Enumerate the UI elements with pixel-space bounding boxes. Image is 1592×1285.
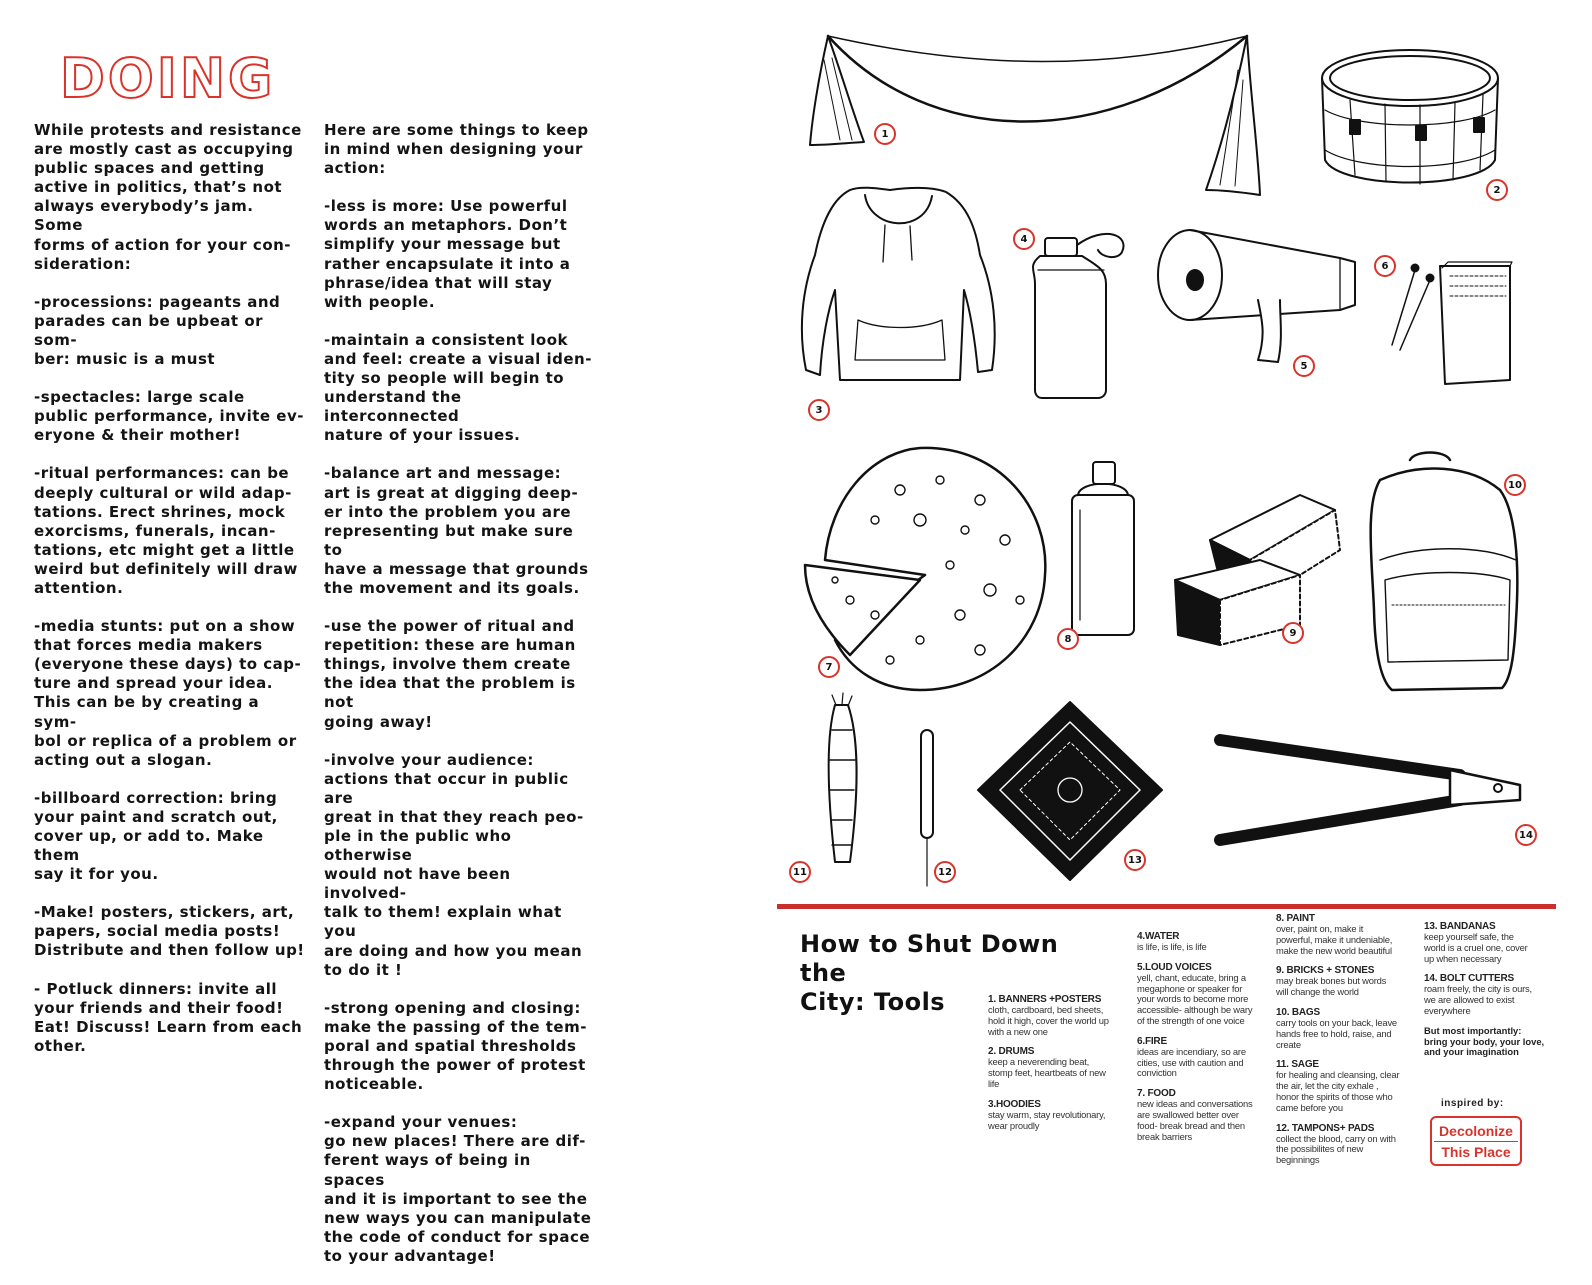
tool-name: 7. FOOD — [1137, 1088, 1176, 1100]
pizza-illustration — [805, 448, 1045, 690]
tools-column-1 — [988, 994, 1118, 1140]
tool-entry — [988, 1099, 1118, 1132]
paragraph: -maintain a consistent look and feel: create a visual iden- tity so people will begin to understand the interconnected nature of your issues. — [324, 330, 592, 445]
paragraph: -billboard correction: bring your paint and scratch out, cover up, or add to. Make them say it for you. — [34, 788, 278, 884]
decolonize-this-place-logo — [1430, 1116, 1522, 1166]
tool-name: 14. BOLT CUTTERS — [1424, 973, 1514, 985]
item-number-badge: 4 — [1013, 228, 1035, 250]
paragraph: -balance art and message: art is great at digging deep- er into the problem you are representing but make sure to have a message that grounds the movement and its goals. — [324, 464, 589, 597]
tool-entry — [1137, 962, 1267, 1027]
important-note: But most importantly: bring your body, your love, and your imagination — [1424, 1024, 1545, 1058]
tool-description: over, paint on, make it powerful, make it undeniable, make the new world beautiful — [1276, 923, 1393, 956]
left-column-2 — [324, 121, 596, 1285]
page-title-doing: DOING — [60, 47, 276, 110]
tool-entry — [988, 994, 1118, 1037]
tool-description: cloth, cardboard, bed sheets, hold it high, cover the world up with a new one — [988, 1004, 1109, 1037]
tool-name: 8. PAINT — [1276, 913, 1315, 924]
item-number-badge: 3 — [808, 399, 830, 421]
bolt-cutters-illustration — [1220, 740, 1520, 840]
inspired-by-label: inspired by: — [1441, 1098, 1504, 1109]
left-column-1 — [34, 121, 306, 1075]
tool-entry — [1276, 1059, 1411, 1113]
tool-name: 4.WATER — [1137, 931, 1180, 942]
tool-entry — [1276, 1007, 1411, 1050]
tools-column-2 — [1137, 931, 1267, 1151]
item-number-badge: 6 — [1374, 255, 1396, 277]
tool-description: new ideas and conversations are swallowed better over food- break bread and then break barriers — [1137, 1098, 1253, 1142]
hoodie-illustration — [802, 188, 995, 380]
paragraph: -processions: pageants and parades can be upbeat or som- ber: music is a must — [34, 292, 281, 369]
paragraph: -expand your venues: go new places! There are dif- ferent ways of being in spaces and it is important to see the new ways you can manipulate the code of conduct for space to your advantage! — [324, 1113, 592, 1265]
drum-illustration — [1322, 50, 1498, 184]
tool-name: 9. BRICKS + STONES — [1276, 965, 1375, 977]
tool-entry — [1276, 965, 1411, 998]
tool-name: 3.HOODIES — [988, 1098, 1041, 1110]
tool-description: collect the blood, carry on with the possibilites of new beginnings — [1276, 1132, 1396, 1166]
tool-description: roam freely, the city is ours, we are allowed to exist everywhere — [1424, 983, 1532, 1016]
tool-name: 2. DRUMS — [988, 1046, 1035, 1058]
tool-entry — [1137, 1036, 1267, 1079]
tampon-illustration — [921, 730, 933, 886]
tool-entry — [1424, 973, 1564, 1016]
item-number-badge: 12 — [934, 861, 956, 883]
tool-description: keep yourself safe, the world is a cruel one, cover up when necessary — [1424, 931, 1528, 964]
paragraph: Here are some things to keep in mind when designing your action: — [324, 121, 589, 178]
item-number-badge: 11 — [789, 861, 811, 883]
paragraph: -ritual performances: can be deeply cultural or wild adap- tations. Erect shrines, mock exorcisms, funerals, incan- tations, etc might get a little weird but definitely will draw attention. — [34, 464, 298, 597]
tool-description: carry tools on your back, leave hands free to hold, raise, and create — [1276, 1016, 1397, 1050]
item-number-badge: 7 — [818, 656, 840, 678]
tool-name: 5.LOUD VOICES — [1137, 961, 1212, 973]
tool-description: is life, is life, is life — [1137, 941, 1207, 952]
spray-can-illustration — [1072, 462, 1134, 635]
paragraph: -less is more: Use powerful words an metaphors. Don’t simplify your message but rather encapsulate it into a phrase/idea that will stay with people. — [324, 197, 571, 311]
megaphone-illustration — [1158, 230, 1355, 362]
tool-description: for healing and cleansing, clear the air, let the city exhale , honor the spirits of those who came before you — [1276, 1069, 1400, 1113]
tool-name: 13. BANDANAS — [1424, 921, 1496, 932]
item-number-badge: 2 — [1486, 179, 1508, 201]
tool-entry — [1276, 1123, 1411, 1166]
paragraph: -spectacles: large scale public performance, invite ev- eryone & their mother! — [34, 388, 304, 445]
tools-column-3 — [1276, 913, 1411, 1175]
tool-description: keep a neverending beat, stomp feet, heartbeats of new life — [988, 1056, 1106, 1089]
tools-title: How to Shut Down the City: Tools — [800, 930, 1059, 1016]
sage-illustration — [829, 693, 857, 862]
section-divider — [777, 904, 1556, 909]
paragraph: -strong opening and closing: make the passing of the tem- poral and spatial thresholds through the power of protest noticeable. — [324, 998, 587, 1094]
paragraph: While protests and resistance are mostly cast as occupying public spaces and getting active in politics, that’s not always everybody’s jam. Some forms of action for your con- sideration: — [34, 121, 302, 273]
tool-entry — [1137, 1088, 1267, 1142]
paragraph: -use the power of ritual and repetition: these are human things, involve them create the idea that the problem is not going away! — [324, 617, 576, 731]
tool-name: 1. BANNERS +POSTERS — [988, 994, 1102, 1005]
tools-column-4 — [1424, 921, 1564, 1058]
tools-illustration-art — [780, 0, 1592, 900]
tool-description: stay warm, stay revolutionary, wear proudly — [988, 1108, 1106, 1131]
matches-illustration — [1392, 262, 1512, 384]
tool-description: yell, chant, educate, bring a megaphone or speaker for your words to become more accessible- although be wary of the strength of one voice — [1137, 971, 1253, 1026]
backpack-illustration — [1371, 453, 1518, 691]
banner-illustration — [810, 36, 1260, 195]
water-bottle-illustration — [1033, 234, 1124, 398]
tool-name: 12. TAMPONS+ PADS — [1276, 1122, 1375, 1134]
tool-name: 11. SAGE — [1276, 1059, 1319, 1071]
paragraph: -Make! posters, stickers, art, papers, social media posts! Distribute and then follow up! — [34, 903, 305, 960]
tool-description: ideas are incendiary, so are cities, use with caution and conviction — [1137, 1045, 1246, 1079]
logo-line-2: This Place — [1441, 1143, 1511, 1160]
paragraph: - Potluck dinners: invite all your friends and their food! Eat! Discuss! Learn from each other. — [34, 979, 303, 1055]
paragraph: -media stunts: put on a show that forces media makers (everyone these days) to cap- ture and spread your idea. This can be by creating a sym- bol or replica of a problem or acting out a slogan. — [34, 617, 302, 769]
bricks-illustration — [1175, 495, 1340, 645]
paragraph: -involve your audience: actions that occur in public are great in that they reach peo- ple in the public who otherwise would not have been involved- talk to them! explain what you are doing and how you mean to do it ! — [324, 750, 584, 979]
tool-entry — [1276, 913, 1411, 956]
item-number-badge: 1 — [874, 123, 896, 145]
item-number-badge: 8 — [1057, 628, 1079, 650]
item-number-badge: 5 — [1293, 355, 1315, 377]
tool-entry — [1137, 931, 1267, 953]
tool-entry — [988, 1046, 1118, 1089]
tool-name: 10. BAGS — [1276, 1006, 1320, 1018]
item-number-badge: 9 — [1282, 622, 1304, 644]
logo-line-1: Decolonize — [1439, 1122, 1513, 1139]
tools-illustrations — [780, 0, 1592, 900]
tool-entry — [1424, 921, 1564, 964]
item-number-badge: 10 — [1504, 474, 1526, 496]
tool-description: may break bones but words will change the world — [1276, 975, 1387, 998]
item-number-badge: 13 — [1124, 849, 1146, 871]
item-number-badge: 14 — [1515, 824, 1537, 846]
tool-name: 6.FIRE — [1137, 1035, 1167, 1047]
